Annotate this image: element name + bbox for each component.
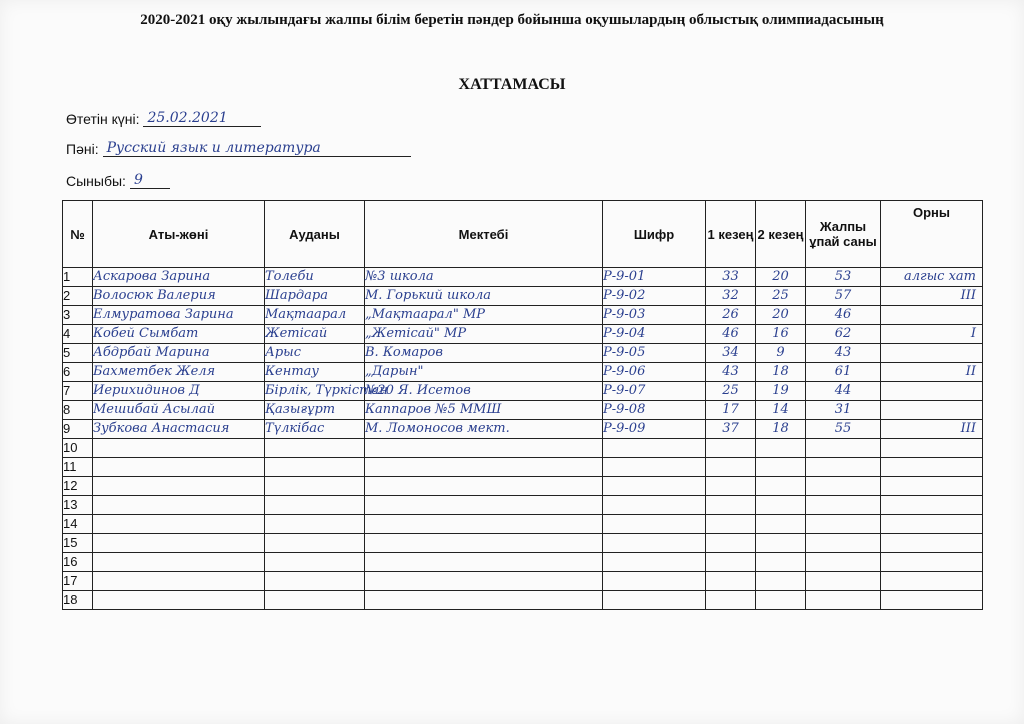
participant-code	[603, 477, 706, 496]
school-name	[365, 553, 603, 572]
district-name	[265, 458, 365, 477]
stage2-score	[756, 477, 806, 496]
stage2-score	[756, 572, 806, 591]
student-name	[93, 496, 265, 515]
school-name	[365, 496, 603, 515]
stage1-score	[706, 572, 756, 591]
school-name: М. Горький школа	[365, 287, 603, 306]
school-name: №3 школа	[365, 268, 603, 287]
school-name: „Жетісай" МР	[365, 325, 603, 344]
stage1-score: 43	[706, 363, 756, 382]
stage2-score: 9	[756, 344, 806, 363]
student-name: Кобей Сымбат	[93, 325, 265, 344]
stage1-score: 32	[706, 287, 756, 306]
grade-label: Сыныбы:	[66, 173, 126, 189]
date-label: Өтетін күні:	[66, 111, 140, 127]
table-row	[63, 572, 983, 591]
date-value: 25.02.2021	[143, 110, 261, 127]
row-number: 4	[63, 325, 93, 344]
place-award	[881, 401, 983, 420]
table-row	[63, 382, 983, 401]
row-number: 13	[63, 496, 93, 515]
place-award: III	[881, 287, 983, 306]
total-score: 44	[806, 382, 881, 401]
district-name: Қазығұрт	[265, 401, 365, 420]
table-row	[63, 287, 983, 306]
school-name: В. Комаров	[365, 344, 603, 363]
stage1-score	[706, 515, 756, 534]
student-name: Волосюк Валерия	[93, 287, 265, 306]
table-row	[63, 344, 983, 363]
table-row	[63, 439, 983, 458]
stage2-score: 20	[756, 306, 806, 325]
stage2-score	[756, 515, 806, 534]
stage1-score	[706, 439, 756, 458]
district-name	[265, 496, 365, 515]
stage2-score	[756, 553, 806, 572]
student-name: Иерихидинов Д	[93, 382, 265, 401]
stage1-score: 34	[706, 344, 756, 363]
grade-value: 9	[130, 172, 170, 189]
place-award	[881, 591, 983, 610]
participant-code: Р-9-02	[603, 287, 706, 306]
participant-code	[603, 515, 706, 534]
row-number: 3	[63, 306, 93, 325]
stage1-score	[706, 458, 756, 477]
student-name: Абдрбай Марина	[93, 344, 265, 363]
total-score	[806, 572, 881, 591]
student-name: Бахметбек Желя	[93, 363, 265, 382]
total-score	[806, 591, 881, 610]
school-name	[365, 477, 603, 496]
table-row	[63, 553, 983, 572]
total-score: 62	[806, 325, 881, 344]
district-name: Түлкібас	[265, 420, 365, 439]
total-score: 46	[806, 306, 881, 325]
row-number: 12	[63, 477, 93, 496]
total-score	[806, 439, 881, 458]
participant-code	[603, 534, 706, 553]
stage1-score	[706, 496, 756, 515]
participant-code: Р-9-04	[603, 325, 706, 344]
col-header-code: Шифр	[603, 201, 706, 268]
district-name: Бірлік, Түркістан	[265, 382, 365, 401]
col-header-name: Аты-жөні	[93, 201, 265, 268]
row-number: 5	[63, 344, 93, 363]
stage2-score	[756, 458, 806, 477]
student-name: Елмуратова Зарина	[93, 306, 265, 325]
stage2-score: 18	[756, 420, 806, 439]
subject-value: Русский язык и литература	[103, 140, 411, 157]
stage2-score: 16	[756, 325, 806, 344]
district-name	[265, 477, 365, 496]
row-number: 1	[63, 268, 93, 287]
student-name: Мешибай Асылай	[93, 401, 265, 420]
table-row	[63, 496, 983, 515]
district-name: Мақтаарал	[265, 306, 365, 325]
participant-code: Р-9-03	[603, 306, 706, 325]
stage1-score: 25	[706, 382, 756, 401]
participant-code	[603, 572, 706, 591]
table-row	[63, 325, 983, 344]
col-header-stage1: 1 кезең	[706, 201, 756, 268]
table-row	[63, 477, 983, 496]
district-name	[265, 439, 365, 458]
participant-code: Р-9-08	[603, 401, 706, 420]
grade-field	[66, 172, 170, 189]
place-award: III	[881, 420, 983, 439]
stage1-score: 46	[706, 325, 756, 344]
place-award	[881, 458, 983, 477]
total-score: 31	[806, 401, 881, 420]
stage2-score: 25	[756, 287, 806, 306]
stage1-score: 33	[706, 268, 756, 287]
table-row	[63, 306, 983, 325]
col-header-school: Мектебі	[365, 201, 603, 268]
place-award	[881, 344, 983, 363]
table-row	[63, 458, 983, 477]
total-score: 57	[806, 287, 881, 306]
table-body	[63, 268, 983, 610]
school-name	[365, 458, 603, 477]
participant-code: Р-9-07	[603, 382, 706, 401]
stage1-score	[706, 553, 756, 572]
total-score: 61	[806, 363, 881, 382]
row-number: 11	[63, 458, 93, 477]
row-number: 9	[63, 420, 93, 439]
participant-code	[603, 553, 706, 572]
col-header-district: Ауданы	[265, 201, 365, 268]
place-award: алгыс хат	[881, 268, 983, 287]
place-award	[881, 515, 983, 534]
school-name: „Мақтаарал" МР	[365, 306, 603, 325]
district-name: Шардара	[265, 287, 365, 306]
total-score	[806, 477, 881, 496]
table-header-row	[63, 201, 983, 268]
student-name	[93, 515, 265, 534]
document-subtitle: ХАТТАМАСЫ	[458, 76, 566, 93]
stage2-score: 14	[756, 401, 806, 420]
school-name	[365, 439, 603, 458]
stage1-score: 37	[706, 420, 756, 439]
student-name	[93, 477, 265, 496]
total-score	[806, 534, 881, 553]
student-name	[93, 534, 265, 553]
participant-code: Р-9-09	[603, 420, 706, 439]
place-award	[881, 439, 983, 458]
place-award	[881, 382, 983, 401]
stage1-score	[706, 591, 756, 610]
school-name	[365, 572, 603, 591]
place-award	[881, 572, 983, 591]
participant-code: Р-9-06	[603, 363, 706, 382]
row-number: 8	[63, 401, 93, 420]
student-name	[93, 591, 265, 610]
place-award: II	[881, 363, 983, 382]
school-name	[365, 534, 603, 553]
school-name: М. Ломоносов мект.	[365, 420, 603, 439]
stage1-score	[706, 477, 756, 496]
student-name	[93, 458, 265, 477]
total-score	[806, 496, 881, 515]
participant-code: Р-9-01	[603, 268, 706, 287]
col-header-place: Орны	[881, 201, 983, 268]
place-award	[881, 534, 983, 553]
stage1-score	[706, 534, 756, 553]
stage2-score	[756, 439, 806, 458]
row-number: 7	[63, 382, 93, 401]
table-row	[63, 268, 983, 287]
place-award	[881, 496, 983, 515]
student-name: Аскарова Зарина	[93, 268, 265, 287]
total-score: 55	[806, 420, 881, 439]
total-score: 43	[806, 344, 881, 363]
table-row	[63, 401, 983, 420]
participant-code	[603, 591, 706, 610]
stage1-score: 26	[706, 306, 756, 325]
district-name: Арыс	[265, 344, 365, 363]
student-name: Зубкова Анастасия	[93, 420, 265, 439]
district-name	[265, 553, 365, 572]
district-name: Кентау	[265, 363, 365, 382]
stage2-score	[756, 534, 806, 553]
document-title: 2020-2021 оқу жылындағы жалпы білім беретін пәндер бойынша оқушылардың облыстық олимпиадасының	[140, 12, 884, 28]
stage2-score	[756, 591, 806, 610]
stage2-score	[756, 496, 806, 515]
table-row	[63, 420, 983, 439]
participant-code: Р-9-05	[603, 344, 706, 363]
subject-field	[66, 140, 411, 157]
total-score	[806, 458, 881, 477]
participant-code	[603, 439, 706, 458]
row-number: 18	[63, 591, 93, 610]
stage2-score: 20	[756, 268, 806, 287]
row-number: 2	[63, 287, 93, 306]
district-name	[265, 515, 365, 534]
school-name: „Дарын"	[365, 363, 603, 382]
total-score	[806, 553, 881, 572]
row-number: 17	[63, 572, 93, 591]
district-name: Жетісай	[265, 325, 365, 344]
row-number: 14	[63, 515, 93, 534]
school-name	[365, 591, 603, 610]
date-field	[66, 110, 261, 127]
student-name	[93, 572, 265, 591]
subject-label: Пәні:	[66, 141, 99, 157]
col-header-total: Жалпы ұпай саны	[806, 201, 881, 268]
place-award	[881, 477, 983, 496]
place-award	[881, 553, 983, 572]
table-row	[63, 534, 983, 553]
district-name	[265, 572, 365, 591]
school-name	[365, 515, 603, 534]
district-name	[265, 591, 365, 610]
row-number: 15	[63, 534, 93, 553]
row-number: 6	[63, 363, 93, 382]
table-row	[63, 515, 983, 534]
place-award: I	[881, 325, 983, 344]
district-name: Толеби	[265, 268, 365, 287]
student-name	[93, 553, 265, 572]
total-score: 53	[806, 268, 881, 287]
col-header-stage2: 2 кезең	[756, 201, 806, 268]
school-name: Каппаров №5 ММШ	[365, 401, 603, 420]
stage2-score: 19	[756, 382, 806, 401]
row-number: 10	[63, 439, 93, 458]
stage1-score: 17	[706, 401, 756, 420]
total-score	[806, 515, 881, 534]
participant-code	[603, 458, 706, 477]
stage2-score: 18	[756, 363, 806, 382]
school-name: №20 Я. Исетов	[365, 382, 603, 401]
district-name	[265, 534, 365, 553]
row-number: 16	[63, 553, 93, 572]
table-row	[63, 591, 983, 610]
student-name	[93, 439, 265, 458]
place-award	[881, 306, 983, 325]
col-header-number: №	[63, 201, 93, 268]
results-table	[62, 200, 983, 610]
participant-code	[603, 496, 706, 515]
table-row	[63, 363, 983, 382]
